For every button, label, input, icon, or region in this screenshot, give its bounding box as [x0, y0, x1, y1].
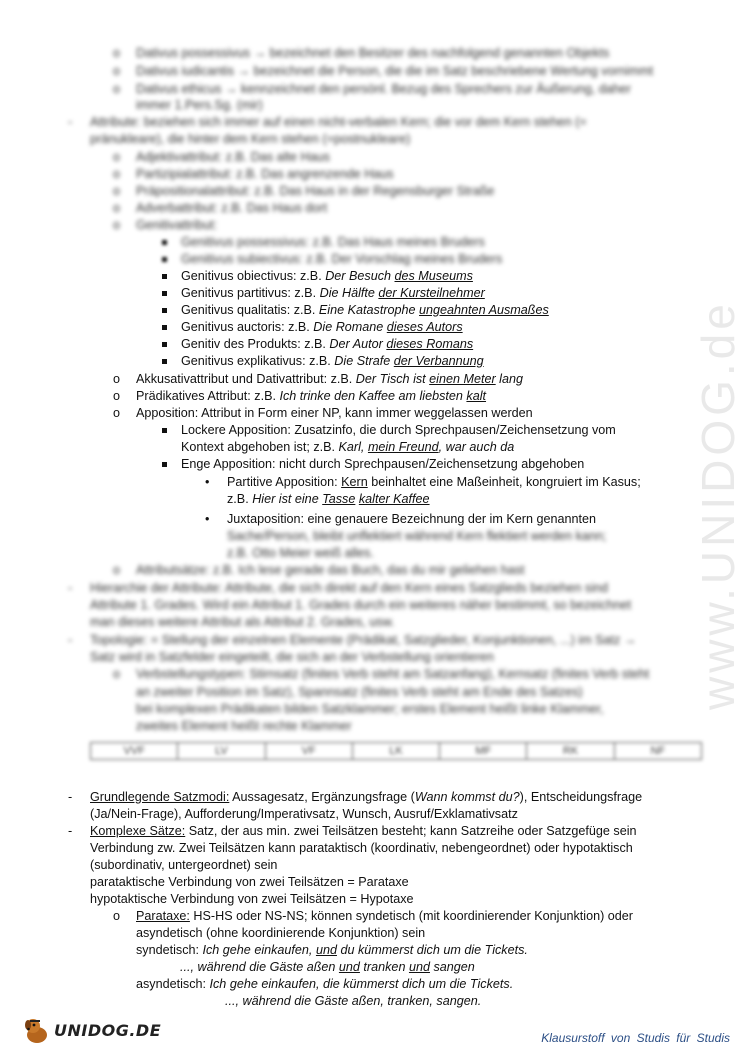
- blurred-line: Dativus iudicantis → bezeichnet die Person, die die im Satz beschriebene Wertung vornimmt: [136, 64, 654, 78]
- blurred-line: Genitivattribut:: [136, 218, 218, 232]
- asyndetisch-example-2: ..., während die Gäste aßen, tranken, sangen.: [225, 994, 482, 1008]
- bullet-o: o: [113, 82, 121, 96]
- parataxe-definition: parataktische Verbindung von zwei Teilsätzen = Parataxe: [90, 875, 409, 889]
- bullet-square: [162, 291, 167, 296]
- bullet-dash: -: [68, 581, 73, 595]
- juxtaposition: Juxtaposition: eine genauere Bezeichnung der im Kern genannten: [227, 512, 596, 526]
- bullet-square: [162, 342, 167, 347]
- blurred-line: immer 1.Pers.Sg. (mir): [136, 98, 263, 112]
- partitive-apposition-example: z.B. Hier ist eine Tasse kalter Kaffee: [227, 492, 430, 506]
- partitive-apposition: Partitive Apposition: Kern beinhaltet eine Maßeinheit, kongruiert im Kasus;: [227, 475, 641, 489]
- syndetisch-example: syndetisch: Ich gehe einkaufen, und du kümmerst dich um die Tickets.: [136, 943, 528, 957]
- table-cell: RK: [527, 743, 614, 759]
- brand-name: UNIDOG.DE: [54, 1020, 162, 1040]
- blurred-line: Attributsätze: z.B. Ich lese gerade das Buch, das du mir geliehen hast: [136, 563, 525, 577]
- bullet-square: [162, 240, 167, 245]
- bullet-dot: •: [205, 475, 210, 489]
- blurred-line: Hierarchie der Attribute: Attribute, die sich direkt auf den Kern eines Satzglieds beziehen sind: [90, 581, 609, 595]
- bullet-o: o: [113, 563, 121, 577]
- bullet-o: o: [113, 389, 121, 403]
- asyndetisch-example: asyndetisch: Ich gehe einkaufen, die kümmerst dich um die Tickets.: [136, 977, 514, 991]
- bullet-o: o: [113, 184, 121, 198]
- bullet-square: [162, 325, 167, 330]
- komplexe-saetze: Komplexe Sätze: Satz, der aus min. zwei Teilsätzen besteht; kann Satzreihe oder Satzgefüge sein: [90, 824, 637, 838]
- bullet-o: o: [113, 909, 121, 923]
- blurred-line: Dativus possessivus → bezeichnet den Besitzer des nachfolgend genannten Objekts: [136, 46, 610, 60]
- komplexe-saetze-line2: Verbindung zw. Zwei Teilsätzen kann parataktisch (koordinativ, nebengeordnet) oder hypotaktisch: [90, 841, 633, 855]
- akk-dat-attribute: Akkusativattribut und Dativattribut: z.B. Der Tisch ist einen Meter lang: [136, 372, 523, 386]
- blurred-line: zweites Element heißt rechte Klammer: [136, 719, 352, 733]
- parataxe-line2: asyndetisch (ohne koordinierende Konjunktion) sein: [136, 926, 426, 940]
- blurred-line: z.B. Otto Meier weiß alles.: [227, 546, 374, 560]
- lockere-apposition: Lockere Apposition: Zusatzinfo, die durch Sprechpausen/Zeichensetzung vom: [181, 423, 616, 437]
- blurred-line: Attribute: beziehen sich immer auf einen nicht-verbalen Kern; die vor dem Kern stehen (=: [90, 115, 587, 129]
- blurred-line: Genitivus possessivus: z.B. Das Haus meines Bruders: [181, 235, 485, 249]
- bullet-o: o: [113, 64, 121, 78]
- blurred-line: Genitivus subiectivus: z.B. Der Vorschlag meines Bruders: [181, 252, 503, 266]
- bullet-dash: -: [68, 790, 73, 804]
- apposition: Apposition: Attribut in Form einer NP, kann immer weggelassen werden: [136, 406, 533, 420]
- blurred-line: Adverbattribut: z.B. Das Haus dort: [136, 201, 328, 215]
- watermark: www.UNIDOG.de: [692, 300, 744, 710]
- genitive-item: Genitivus obiectivus: z.B. Der Besuch des Museums: [181, 269, 473, 283]
- table-cell: LV: [178, 743, 265, 759]
- genitive-item: Genitiv des Produkts: z.B. Der Autor dieses Romans: [181, 337, 474, 351]
- genitive-item: Genitivus explikativus: z.B. Die Strafe der Verbannung: [181, 354, 484, 368]
- table-cell: LK: [353, 743, 440, 759]
- enge-apposition: Enge Apposition: nicht durch Sprechpausen/Zeichensetzung abgehoben: [181, 457, 585, 471]
- dog-icon: [22, 1015, 52, 1045]
- bullet-dash: -: [68, 633, 73, 647]
- blurred-line: Verbstellungstypen: Stirnsatz (finites Verb steht am Satzanfang), Kernsatz (finites Verb steht: [136, 667, 650, 681]
- bullet-square: [162, 274, 167, 279]
- genitive-item: Genitivus partitivus: z.B. Die Hälfte der Kursteilnehmer: [181, 286, 485, 300]
- table-cell: VF: [266, 743, 353, 759]
- blurred-line: Adjektivattribut: z.B. Das alte Haus: [136, 150, 330, 164]
- blurred-line: pränukleare), die hinter dem Kern stehen (=postnukleare): [90, 132, 411, 146]
- bullet-o: o: [113, 667, 121, 681]
- bullet-o: o: [113, 406, 121, 420]
- genitive-item: Genitivus auctoris: z.B. Die Romane dieses Autors: [181, 320, 463, 334]
- blurred-line: Präpositionalattribut: z.B. Das Haus in der Regensburger Straße: [136, 184, 495, 198]
- topology-table: [90, 742, 702, 760]
- table-cell: VVF: [91, 743, 178, 759]
- blurred-line: Dativus ethicus → kennzeichnet den persönl. Bezug des Sprechers zur Äußerung, daher: [136, 82, 631, 96]
- genitive-item: Genitivus qualitatis: z.B. Eine Katastrophe ungeahnten Ausmaßes: [181, 303, 549, 317]
- bullet-o: o: [113, 46, 121, 60]
- bullet-square: [162, 308, 167, 313]
- bullet-dash: -: [68, 824, 73, 838]
- bullet-square: [162, 462, 167, 467]
- footer-logo: [22, 1015, 161, 1045]
- lockere-apposition-example: Kontext abgehoben ist; z.B. Karl, mein Freund, war auch da: [181, 440, 515, 454]
- parataxe: Parataxe: HS-HS oder NS-NS; können syndetisch (mit koordinierender Konjunktion) oder: [136, 909, 633, 923]
- blurred-line: man dieses weitere Attribut als Attribut 2. Grades, usw.: [90, 615, 395, 629]
- hypotaxe-definition: hypotaktische Verbindung von zwei Teilsätzen = Hypotaxe: [90, 892, 414, 906]
- table-cell: NF: [650, 745, 666, 757]
- blurred-line: bei komplexen Prädikaten bilden Satzklammer; erstes Element heißt linke Klammer,: [136, 702, 604, 716]
- grundlegende-satzmodi-line2: (Ja/Nein-Frage), Aufforderung/Imperativsatz, Wunsch, Ausruf/Exklamativsatz: [90, 807, 518, 821]
- praedikatives-attribut: Prädikatives Attribut: z.B. Ich trinke den Kaffee am liebsten kalt: [136, 389, 487, 403]
- grundlegende-satzmodi: Grundlegende Satzmodi: Aussagesatz, Ergänzungsfrage (Wann kommst du?), Entscheidungsfrage: [90, 790, 643, 804]
- syndetisch-example-2: ..., während die Gäste aßen und tranken und sangen: [180, 960, 475, 974]
- blurred-line: an zweiter Position im Satz), Spannsatz (finites Verb steht am Ende des Satzes): [136, 685, 583, 699]
- bullet-o: o: [113, 167, 121, 181]
- blurred-line: Satz wird in Satzfelder eingeteilt, die sich an der Verbstellung orientieren: [90, 650, 494, 664]
- blurred-line: Topologie: = Stellung der einzelnen Elemente (Prädikat, Satzglieder, Konjunktionen, ...) im Satz →: [90, 633, 637, 647]
- bullet-o: o: [113, 372, 121, 386]
- bullet-o: o: [113, 218, 121, 232]
- bullet-square: [162, 428, 167, 433]
- blurred-line: Attribute 1. Grades. Wird ein Attribut 1. Grades durch ein weiteres näher bestimmt, so bezeichnet: [90, 598, 632, 612]
- table-cell: MF: [440, 743, 527, 759]
- bullet-dot: •: [205, 512, 210, 526]
- bullet-o: o: [113, 150, 121, 164]
- bullet-dash: -: [68, 115, 73, 129]
- bullet-o: o: [113, 201, 121, 215]
- bullet-square: [162, 359, 167, 364]
- footer-slogan: Klausurstoff von Studis für Studis: [541, 1031, 730, 1045]
- bullet-square: [162, 257, 167, 262]
- blurred-line: Sache/Person, bleibt unflektiert während Kern flektiert werden kann;: [227, 529, 607, 543]
- blurred-line: Partizipialattribut: z.B. Das angrenzende Haus: [136, 167, 394, 181]
- komplexe-saetze-line3: (subordinativ, untergeordnet) sein: [90, 858, 278, 872]
